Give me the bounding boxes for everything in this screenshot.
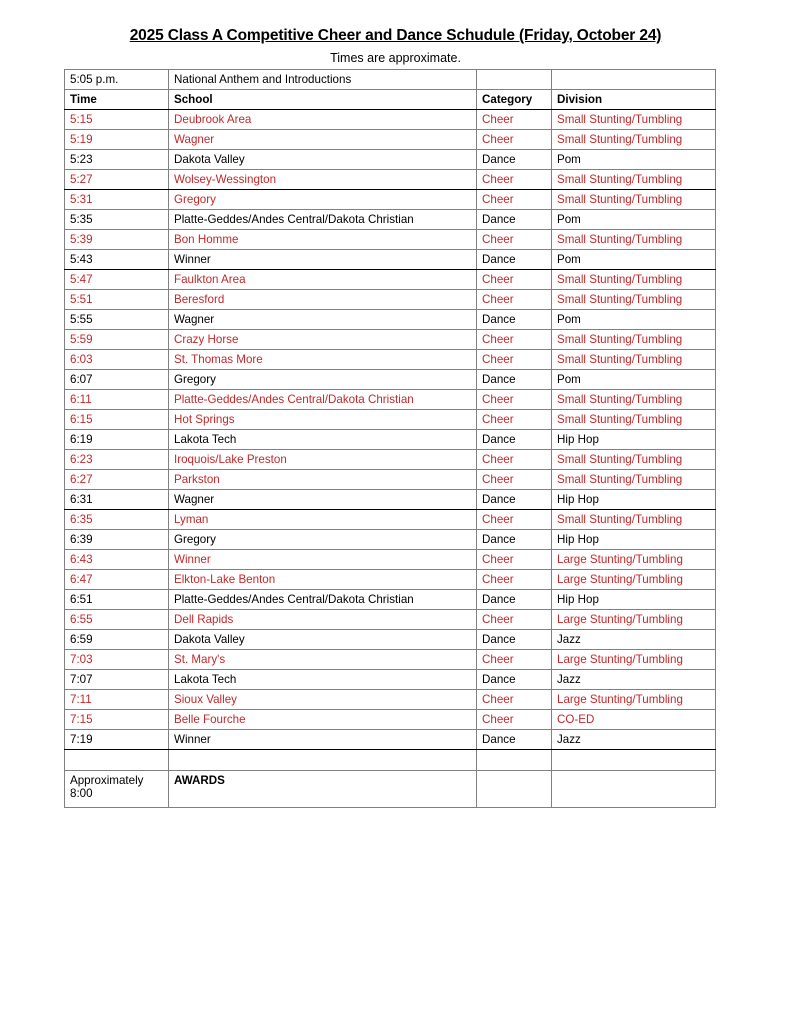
cell-division: Pom <box>552 150 716 170</box>
empty-cell <box>552 750 716 771</box>
cell-school: Platte-Geddes/Andes Central/Dakota Christian <box>169 390 477 410</box>
opening-time: 5:05 p.m. <box>65 70 169 90</box>
cell-division: Jazz <box>552 670 716 690</box>
cell-category: Dance <box>477 370 552 390</box>
cell-category: Cheer <box>477 650 552 670</box>
cell-school: Sioux Valley <box>169 690 477 710</box>
table-row <box>65 330 716 350</box>
cell-category: Dance <box>477 490 552 510</box>
cell-school: Wagner <box>169 310 477 330</box>
cell-division: Pom <box>552 370 716 390</box>
awards-time-line1: Approximately <box>70 774 144 787</box>
table-row <box>65 250 716 270</box>
cell-division: Pom <box>552 310 716 330</box>
cell-time: 6:27 <box>65 470 169 490</box>
cell-school: Dell Rapids <box>169 610 477 630</box>
cell-time: 6:43 <box>65 550 169 570</box>
cell-category: Cheer <box>477 170 552 190</box>
cell-division: CO-ED <box>552 710 716 730</box>
cell-category: Cheer <box>477 510 552 530</box>
cell-school: Elkton-Lake Benton <box>169 570 477 590</box>
cell-division: Small Stunting/Tumbling <box>552 290 716 310</box>
cell-school: Gregory <box>169 530 477 550</box>
table-row <box>65 150 716 170</box>
cell-category: Cheer <box>477 350 552 370</box>
cell-school: Lyman <box>169 510 477 530</box>
table-row <box>65 490 716 510</box>
cell-time: 5:27 <box>65 170 169 190</box>
cell-school: Crazy Horse <box>169 330 477 350</box>
cell-category: Dance <box>477 210 552 230</box>
table-row <box>65 610 716 630</box>
subtitle-note: Times are approximate. <box>330 51 461 65</box>
awards-category <box>477 771 552 808</box>
cell-time: 5:59 <box>65 330 169 350</box>
cell-category: Cheer <box>477 230 552 250</box>
cell-school: Lakota Tech <box>169 430 477 450</box>
table-row <box>65 210 716 230</box>
cell-category: Cheer <box>477 130 552 150</box>
cell-school: Gregory <box>169 370 477 390</box>
column-header-division: Division <box>552 90 716 110</box>
table-row <box>65 690 716 710</box>
table-row <box>65 290 716 310</box>
schedule-table <box>64 69 716 808</box>
table-row <box>65 190 716 210</box>
cell-school: Platte-Geddes/Andes Central/Dakota Christian <box>169 590 477 610</box>
cell-category: Cheer <box>477 450 552 470</box>
cell-division: Small Stunting/Tumbling <box>552 230 716 250</box>
cell-time: 6:03 <box>65 350 169 370</box>
empty-row <box>65 750 716 771</box>
cell-school: St. Mary's <box>169 650 477 670</box>
cell-school: Parkston <box>169 470 477 490</box>
cell-time: 6:19 <box>65 430 169 450</box>
table-row <box>65 230 716 250</box>
cell-category: Cheer <box>477 270 552 290</box>
cell-category: Dance <box>477 310 552 330</box>
awards-time-line2: 8:00 <box>70 787 93 800</box>
cell-division: Small Stunting/Tumbling <box>552 350 716 370</box>
cell-time: 5:35 <box>65 210 169 230</box>
cell-school: St. Thomas More <box>169 350 477 370</box>
awards-label: AWARDS <box>169 771 477 808</box>
cell-school: Iroquois/Lake Preston <box>169 450 477 470</box>
cell-time: 5:23 <box>65 150 169 170</box>
cell-division: Pom <box>552 210 716 230</box>
cell-time: 6:59 <box>65 630 169 650</box>
cell-category: Dance <box>477 150 552 170</box>
cell-division: Small Stunting/Tumbling <box>552 330 716 350</box>
table-row <box>65 110 716 130</box>
cell-division: Jazz <box>552 630 716 650</box>
table-row <box>65 410 716 430</box>
cell-time: 6:23 <box>65 450 169 470</box>
column-header-school: School <box>169 90 477 110</box>
table-row <box>65 430 716 450</box>
cell-school: Faulkton Area <box>169 270 477 290</box>
cell-division: Hip Hop <box>552 530 716 550</box>
column-header-time: Time <box>65 90 169 110</box>
cell-division: Small Stunting/Tumbling <box>552 190 716 210</box>
column-header-category: Category <box>477 90 552 110</box>
table-row <box>65 170 716 190</box>
cell-school: Wolsey-Wessington <box>169 170 477 190</box>
cell-school: Bon Homme <box>169 230 477 250</box>
cell-division: Large Stunting/Tumbling <box>552 650 716 670</box>
cell-division: Large Stunting/Tumbling <box>552 690 716 710</box>
cell-category: Cheer <box>477 290 552 310</box>
cell-division: Large Stunting/Tumbling <box>552 610 716 630</box>
cell-division: Pom <box>552 250 716 270</box>
cell-division: Small Stunting/Tumbling <box>552 270 716 290</box>
table-row <box>65 670 716 690</box>
page-title: 2025 Class A Competitive Cheer and Dance Schudule (Friday, October 24) <box>129 27 662 44</box>
awards-time <box>65 771 169 808</box>
cell-time: 6:07 <box>65 370 169 390</box>
cell-school: Platte-Geddes/Andes Central/Dakota Christian <box>169 210 477 230</box>
cell-category: Cheer <box>477 690 552 710</box>
cell-school: Wagner <box>169 130 477 150</box>
cell-category: Cheer <box>477 710 552 730</box>
opening-row <box>65 70 716 90</box>
awards-division <box>552 771 716 808</box>
cell-time: 6:35 <box>65 510 169 530</box>
cell-time: 7:07 <box>65 670 169 690</box>
cell-division: Small Stunting/Tumbling <box>552 110 716 130</box>
cell-division: Small Stunting/Tumbling <box>552 470 716 490</box>
cell-time: 5:43 <box>65 250 169 270</box>
cell-school: Gregory <box>169 190 477 210</box>
cell-category: Cheer <box>477 610 552 630</box>
cell-category: Dance <box>477 670 552 690</box>
table-row <box>65 450 716 470</box>
cell-division: Hip Hop <box>552 490 716 510</box>
cell-time: 7:19 <box>65 730 169 750</box>
cell-school: Wagner <box>169 490 477 510</box>
cell-time: 6:15 <box>65 410 169 430</box>
cell-school: Winner <box>169 730 477 750</box>
cell-time: 7:03 <box>65 650 169 670</box>
cell-category: Cheer <box>477 190 552 210</box>
cell-time: 6:47 <box>65 570 169 590</box>
table-row <box>65 570 716 590</box>
cell-division: Small Stunting/Tumbling <box>552 130 716 150</box>
cell-division: Large Stunting/Tumbling <box>552 550 716 570</box>
cell-category: Cheer <box>477 570 552 590</box>
cell-time: 5:15 <box>65 110 169 130</box>
table-row <box>65 590 716 610</box>
cell-category: Dance <box>477 630 552 650</box>
cell-category: Dance <box>477 250 552 270</box>
cell-school: Belle Fourche <box>169 710 477 730</box>
cell-time: 5:47 <box>65 270 169 290</box>
opening-category <box>477 70 552 90</box>
table-row <box>65 530 716 550</box>
opening-division <box>552 70 716 90</box>
cell-division: Small Stunting/Tumbling <box>552 510 716 530</box>
cell-category: Dance <box>477 430 552 450</box>
awards-row <box>65 771 716 808</box>
table-row <box>65 130 716 150</box>
table-row <box>65 390 716 410</box>
table-row <box>65 710 716 730</box>
cell-division: Hip Hop <box>552 430 716 450</box>
cell-category: Cheer <box>477 110 552 130</box>
cell-time: 6:51 <box>65 590 169 610</box>
cell-school: Deubrook Area <box>169 110 477 130</box>
table-header-row <box>65 90 716 110</box>
table-row <box>65 270 716 290</box>
cell-time: 6:39 <box>65 530 169 550</box>
cell-category: Cheer <box>477 550 552 570</box>
cell-category: Cheer <box>477 390 552 410</box>
table-row <box>65 550 716 570</box>
empty-cell <box>169 750 477 771</box>
table-row <box>65 310 716 330</box>
empty-cell <box>477 750 552 771</box>
cell-time: 5:55 <box>65 310 169 330</box>
cell-division: Small Stunting/Tumbling <box>552 170 716 190</box>
cell-time: 6:31 <box>65 490 169 510</box>
cell-division: Hip Hop <box>552 590 716 610</box>
cell-school: Dakota Valley <box>169 630 477 650</box>
cell-category: Dance <box>477 530 552 550</box>
table-row <box>65 370 716 390</box>
cell-division: Small Stunting/Tumbling <box>552 450 716 470</box>
cell-division: Small Stunting/Tumbling <box>552 410 716 430</box>
cell-time: 6:55 <box>65 610 169 630</box>
cell-category: Dance <box>477 590 552 610</box>
cell-division: Large Stunting/Tumbling <box>552 570 716 590</box>
table-row <box>65 350 716 370</box>
opening-event: National Anthem and Introductions <box>169 70 477 90</box>
table-row <box>65 630 716 650</box>
table-row <box>65 730 716 750</box>
empty-cell <box>65 750 169 771</box>
cell-time: 7:15 <box>65 710 169 730</box>
cell-time: 5:39 <box>65 230 169 250</box>
cell-category: Dance <box>477 730 552 750</box>
cell-school: Hot Springs <box>169 410 477 430</box>
cell-time: 5:51 <box>65 290 169 310</box>
cell-school: Lakota Tech <box>169 670 477 690</box>
cell-school: Winner <box>169 550 477 570</box>
cell-time: 6:11 <box>65 390 169 410</box>
cell-category: Cheer <box>477 330 552 350</box>
cell-school: Beresford <box>169 290 477 310</box>
table-row <box>65 650 716 670</box>
schedule-table-container <box>0 67 791 808</box>
cell-school: Dakota Valley <box>169 150 477 170</box>
table-row <box>65 510 716 530</box>
cell-division: Jazz <box>552 730 716 750</box>
cell-school: Winner <box>169 250 477 270</box>
cell-time: 5:19 <box>65 130 169 150</box>
cell-division: Small Stunting/Tumbling <box>552 390 716 410</box>
cell-category: Cheer <box>477 470 552 490</box>
cell-category: Cheer <box>477 410 552 430</box>
cell-time: 5:31 <box>65 190 169 210</box>
cell-time: 7:11 <box>65 690 169 710</box>
table-row <box>65 470 716 490</box>
